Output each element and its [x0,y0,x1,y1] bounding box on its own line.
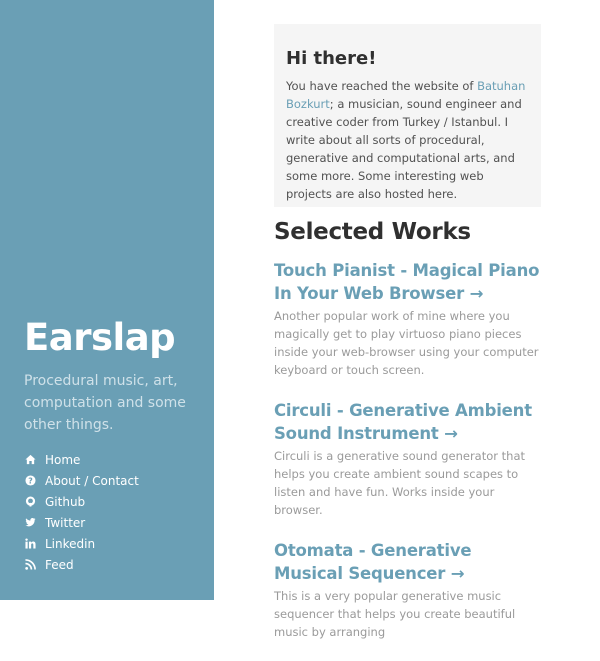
linkedin-icon [24,538,36,550]
github-icon [24,496,36,508]
nav-label-about: About / Contact [45,473,139,488]
svg-text:?: ? [27,476,33,486]
work-title-link[interactable]: Touch Pianist - Magical Piano In Your Web Browser → [274,261,540,303]
nav-label-linkedin: Linkedin [45,536,96,551]
rss-icon [24,559,36,571]
nav-item-linkedin[interactable] [24,533,139,554]
home-icon [24,454,36,466]
sidebar [0,0,214,600]
sidebar-nav [24,449,139,575]
intro-box [274,24,541,207]
nav-label-home: Home [45,452,81,467]
intro-text-after: ; a musician, sound engineer and creative coder from Turkey / Istanbul. I write about all sorts of procedural, generative and computational arts, and some more. Some interesting web projects are also hosted here. [286,97,522,201]
nav-label-github: Github [45,494,86,509]
question-icon [24,475,36,487]
work-description: Another popular work of mine where you magically get to play virtuoso piano pieces inside your web-browser using your computer keyboard or touch screen. [274,309,539,377]
intro-heading: Hi there! [286,48,377,69]
work-item [274,539,542,641]
site-tagline: Procedural music, art, computation and some other things. [24,373,186,433]
nav-item-twitter[interactable] [24,512,139,533]
work-description: Circuli is a generative sound generator that helps you create ambient sound scapes to listen and have fun. Works inside your browser. [274,449,526,517]
work-item [274,259,542,379]
work-title-link[interactable]: Otomata - Generative Musical Sequencer → [274,541,472,583]
nav-item-home[interactable] [24,449,139,470]
intro-text-before: You have reached the website of [286,79,478,93]
nav-item-feed[interactable] [24,554,139,575]
main-content [274,24,542,661]
nav-item-github[interactable] [24,491,139,512]
twitter-icon [24,517,36,529]
intro-text [286,77,529,203]
author-link[interactable]: Batuhan Bozkurt [286,79,526,111]
selected-works-heading: Selected Works [274,219,471,245]
nav-item-about[interactable] [24,470,139,491]
work-item [274,399,542,519]
site-brand[interactable]: Earslap [24,316,176,359]
nav-label-twitter: Twitter [45,515,86,530]
nav-label-feed: Feed [45,557,74,572]
work-description: This is a very popular generative music sequencer that helps you create beautiful music by arranging [274,589,516,639]
work-title-link[interactable]: Circuli - Generative Ambient Sound Instrument → [274,401,532,443]
